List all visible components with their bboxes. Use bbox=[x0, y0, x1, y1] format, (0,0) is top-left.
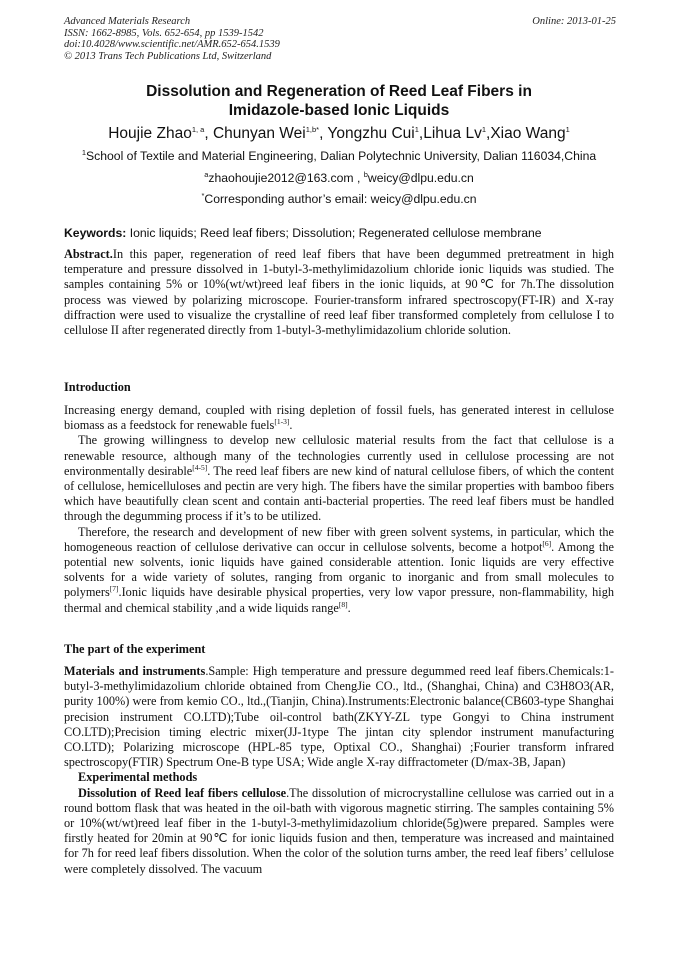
email-a[interactable]: zhaohoujie2012@163.com , bbox=[208, 171, 364, 185]
journal-header bbox=[64, 16, 616, 62]
abstract bbox=[64, 247, 614, 338]
author-name: , Yongzhu Cui bbox=[319, 125, 415, 142]
author-name: ,Xiao Wang bbox=[486, 125, 566, 142]
affiliation-sup: 1 bbox=[81, 147, 87, 157]
author-affil-sup: 1,b* bbox=[305, 124, 320, 134]
corresponding-text: Corresponding author’s email: weicy@dlpu.edu.cn bbox=[204, 192, 477, 206]
intro-paragraph-1 bbox=[64, 403, 614, 433]
email-b[interactable]: weicy@dlpu.edu.cn bbox=[367, 171, 474, 185]
intro-p3-end: . bbox=[347, 600, 351, 615]
abstract-label: Abstract. bbox=[64, 247, 113, 261]
issn-line: ISSN: 1662-8985, Vols. 652-654, pp 1539-1542 bbox=[64, 27, 264, 39]
affiliation-text: School of Textile and Material Engineering, Dalian Polytechnic University, Dalian 116034,China bbox=[86, 149, 597, 163]
intro-paragraph-3 bbox=[64, 525, 614, 616]
materials-text: .Sample: High temperature and pressure degummed reed leaf fibers.Chemicals:1-butyl-3-methylimidazolium chloride obtained from ChengJie CO., ltd., (Shanghai, China) and C3H8O3(AR, purity 100%) were from kemio CO., ltd.,(Tianjin, China).Instruments:Electronic balance(CB603-type Shanghai precision instrument CO.LTD);Tube oil-control bath(ZKYY-ZL type Gongyi to China instrument CO.LTD);Precision timing electric mixer(JJ-1type The jintan city splendor instrument manufacturing CO.LTD); Polarizing microscope (HPL-85 type, Optixal CO., Shanghai) ;Fourier transform infrared spectroscopy(FTIR) Spectrum One-B type USA; Wide angle X-ray diffractometer (D/max-3B, Japan) bbox=[64, 664, 614, 770]
citation-ref[interactable]: [4-5] bbox=[192, 462, 208, 472]
citation-ref[interactable]: [6] bbox=[542, 538, 552, 548]
author-list bbox=[40, 124, 638, 144]
email-sup-b: b bbox=[363, 169, 368, 179]
intro-p2-text-cont: . The reed leaf fibers are new kind of natural cellulose fibers, of which the content of cellulose, hemicelluloses and pectin are very high. The fibers have the similar properties with bamboo fibers which have beautifully clean scent and contain anti-bacterial properties. The reed leaf fibers must be handled through the degumming process if it’s to be utilized. bbox=[64, 463, 614, 524]
corresponding-author bbox=[40, 192, 638, 207]
intro-paragraph-2 bbox=[64, 433, 614, 524]
intro-p3-text-cont: . Among the potential new solvents, ionic liquids have gained considerable attention. Ionic liquids are very effective solvents for a wide variety of solutes, ranging from organic to inorganic and from small molecules to polymers bbox=[64, 539, 614, 600]
dissolution-text: .The dissolution of microcrystalline cellulose was carried out in a round bottom flask that was heated in the oil-bath with vigorous magnetic stirring. The samples containing 5% or 10%(wt/wt)reed leaf fiber in the 1-butyl-3-methylimidazolium chloride(5g)were prepared. Samples were firstly heated for 20min at 90℃ for ionic liquids fusion and then, temperature was increased and maintained for 7h for reed leaf fibers dissolution. When the color of the solution turns amber, the reed leaf fibers’ cellulose were completely dissolved. The vacuum bbox=[64, 785, 614, 876]
journal-name: Advanced Materials Research bbox=[64, 16, 191, 27]
author-name: ,Lihua Lv bbox=[418, 125, 482, 142]
dissolution-label: Dissolution of Reed leaf fibers cellulose bbox=[78, 785, 287, 800]
affiliation bbox=[40, 149, 638, 164]
author-name: , Chunyan Wei bbox=[204, 125, 306, 142]
intro-p1-end: . bbox=[289, 418, 293, 433]
title-line-1: Dissolution and Regeneration of Reed Leaf Fibers in bbox=[146, 83, 532, 100]
author-affil-sup: 1, a bbox=[191, 124, 205, 134]
methods-heading: Experimental methods bbox=[78, 770, 198, 785]
intro-p2-text: The growing willingness to develop new cellulosic material results from the fact that cellulose is a renewable resource, although many of the technologies currently used in cellulose processing are not environmentally desirable bbox=[64, 433, 614, 478]
introduction-heading: Introduction bbox=[64, 380, 131, 394]
author-affil-sup: 1 bbox=[481, 124, 487, 134]
introduction-body bbox=[64, 403, 614, 616]
title-line-2: Imidazole-based Ionic Liquids bbox=[228, 102, 450, 119]
author-affil-sup: 1 bbox=[565, 124, 570, 134]
materials-paragraph bbox=[64, 664, 614, 770]
intro-p3-text: Therefore, the research and development of new fiber with green solvent systems, in particular, which the homogeneous reaction of cellulose derivative can occur in cellulose solvents, become a hotpot bbox=[64, 524, 614, 554]
intro-p1-text: Increasing energy demand, coupled with rising depletion of fossil fuels, has generated interest in cellulose biomass as a feedstock for renewable fuels bbox=[64, 403, 614, 433]
intro-p3-text-cont2: .Ionic liquids have desirable physical properties, very low vapor pressure, non-flammability, high thermal and chemical stability ,and a wide liquids range bbox=[64, 585, 614, 615]
paper-title bbox=[64, 82, 614, 120]
email-sup-a: a bbox=[204, 169, 209, 179]
online-date: Online: 2013-01-25 bbox=[532, 16, 616, 27]
keywords bbox=[64, 226, 616, 241]
keywords-text: Ionic liquids; Reed leaf fibers; Dissolution; Regenerated cellulose membrane bbox=[126, 226, 542, 240]
citation-ref[interactable]: [1-3] bbox=[274, 417, 290, 427]
materials-label: Materials and instruments bbox=[64, 664, 206, 678]
corresponding-sup: * bbox=[201, 190, 205, 200]
keywords-label: Keywords: bbox=[64, 226, 127, 240]
citation-ref[interactable]: [7] bbox=[109, 584, 119, 594]
copyright-line: © 2013 Trans Tech Publications Ltd, Switzerland bbox=[64, 50, 272, 62]
experiment-heading: The part of the experiment bbox=[64, 642, 206, 656]
author-name: Houjie Zhao bbox=[108, 125, 192, 142]
doi-line[interactable]: doi:10.4028/www.scientific.net/AMR.652-654.1539 bbox=[64, 39, 280, 50]
methods-heading-line bbox=[64, 770, 614, 785]
author-affil-sup: 1 bbox=[414, 124, 419, 134]
dissolution-paragraph bbox=[64, 786, 614, 877]
author-emails bbox=[40, 171, 638, 186]
abstract-text: In this paper, regeneration of reed leaf fibers that have been degummed pretreatment in high temperature and pressure dissolved in 1-butyl-3-methylimidazolium chloride ionic liquids was studied. The samples containing 5% or 10%(wt/wt)reed leaf fibers in the ionic liquids, at 90℃ for 7h.The dissolution process was viewed by polarizing microscope. Fourier-transform infrared spectroscopy(FT-IR) and X-ray diffraction were used to visualize the crystalline of reed leaf fiber transformed completely from cellulose I to cellulose II after regenerated directly from 1-butyl-3-methylimidazolium chloride solution. bbox=[64, 247, 614, 338]
experiment-body bbox=[64, 664, 614, 877]
citation-ref[interactable]: [8] bbox=[338, 599, 348, 609]
